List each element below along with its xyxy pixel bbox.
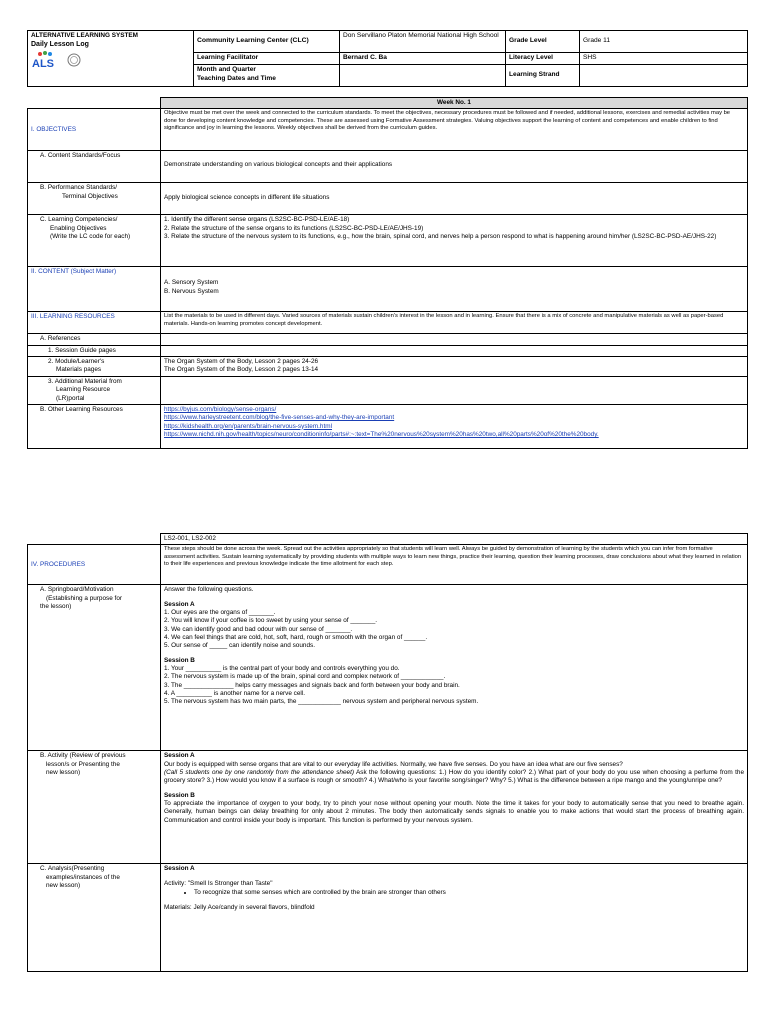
- grade-label: Grade Level: [506, 31, 580, 53]
- als-logo-icon: [31, 51, 61, 69]
- dates-label: Teaching Dates and Time: [197, 74, 276, 82]
- activity-label-line3: new lesson): [46, 768, 81, 776]
- codes-blank: [28, 534, 161, 545]
- session-guide-label: 1. Session Guide pages: [28, 345, 161, 356]
- springboard-label-line1: A. Springboard/Motivation: [40, 586, 114, 594]
- analysis-activity-title: Activity: "Smell Is Stronger than Taste": [164, 879, 273, 887]
- references-label: A. References: [28, 334, 161, 345]
- module-text: [161, 356, 748, 376]
- objectives-table: [27, 97, 748, 449]
- header-table: [27, 30, 748, 87]
- header-school-block: [28, 31, 194, 87]
- link-byjus[interactable]: https://byjus.com/biology/sense-organs/: [164, 405, 277, 413]
- activity-label: [28, 751, 161, 864]
- objectives-text: Objective must be met over the week and connected to the curriculum standards. To meet the objectives, necessary procedures must be followed and if needed, additional lessons, exercises and remedial activities may be done for developing content knowledge and competencies. These are assessed using Formative Assessment strategies. Valuing objectives support the learning of content and competences and enable children to find significance and joy in learning the lessons. Weekly objectives shall be derived from the curriculum guides.: [161, 109, 748, 151]
- session-guide-blank: [161, 345, 748, 356]
- additional-label-line2: Learning Resource: [56, 386, 110, 394]
- activity-session-b-heading: Session B: [164, 791, 195, 799]
- references-blank: [161, 334, 748, 345]
- session-b-q2: 2. The nervous system is made up of the brain, spinal cord and complex network of ____________.: [164, 673, 446, 681]
- competencies-text: [161, 215, 748, 267]
- performance-label-line1: B. Performance Standards/: [40, 184, 118, 192]
- content-nervous: B. Nervous System: [164, 287, 219, 295]
- module-item-2: The Organ System of the Body, Lesson 2 pages 13-14: [164, 366, 319, 374]
- content-sensory: A. Sensory System: [164, 279, 219, 287]
- session-a-q1: 1. Our eyes are the organs of _______.: [164, 608, 276, 616]
- analysis-label-line2: examples/instances of the: [46, 873, 120, 881]
- activity-questions: Ask the following questions: 1.) How do you identify color? 2.) What part of your body do you use when choosing a perfume from the grocery store? 3.) How would you know if a surface is rough or smooth? 4.) What/who is your favorite song/singer? Why? 5.) What is the difference between a ripe mango and the young/unripe one?: [164, 768, 745, 785]
- session-a-q4: 4. We can feel things that are cold, hot, soft, hard, rough or smooth with the organ of ______.: [164, 633, 428, 641]
- performance-standards-label: [28, 183, 161, 215]
- content-text: [161, 267, 748, 312]
- module-label-line1: 2. Module/Learner's: [48, 357, 105, 365]
- springboard-label-line3: the lesson): [40, 602, 72, 610]
- month-dates-value: [340, 65, 506, 87]
- activity-label-line1: B. Activity (Review of previous: [40, 752, 126, 760]
- analysis-label-line1: C. Analysis(Presenting: [40, 865, 105, 873]
- activity-content: [161, 751, 748, 864]
- session-a-q3: 3. We can identify good and bad odour with our sense of _______.: [164, 625, 353, 633]
- additional-material-blank: [161, 376, 748, 404]
- activity-label-line2: lesson/s or Presenting the: [46, 760, 120, 768]
- clc-value: Don Servillano Platon Memorial National High School: [340, 31, 506, 53]
- competencies-label-line1: C. Learning Competencies/: [40, 216, 118, 224]
- other-resources-links: [161, 404, 748, 448]
- literacy-value: SHS: [580, 53, 748, 65]
- facilitator-label: Learning Facilitator: [194, 53, 340, 65]
- springboard-label: [28, 585, 161, 751]
- link-nichd[interactable]: https://www.nichd.nih.gov/health/topics/neuro/conditioninfo/parts#:~:text=The%20nervous%20system%20has%20two,all%20parts%20of%20the%20body.: [164, 430, 599, 438]
- session-a-q2: 2. You will know if your coffee is too sweet by using your sense of _______.: [164, 617, 378, 625]
- grade-value: Grade 11: [580, 31, 748, 53]
- module-item-1: The Organ System of the Body, Lesson 2 pages 24-26: [164, 357, 319, 365]
- session-a-q5: 5. Our sense of _____ can identify noise and sounds.: [164, 642, 315, 650]
- link-harleystreet[interactable]: https://www.harleystreetent.com/blog/the-five-senses-and-why-they-are-important: [164, 414, 395, 422]
- activity-session-a-heading: Session A: [164, 752, 195, 760]
- literacy-label: Literacy Level: [506, 53, 580, 65]
- activity-session-a-text: Our body is equipped with sense organs that are vital to our everyday life activities. Normally, we have five senses. Do you have an idea what are our five senses?: [164, 760, 623, 768]
- logo-text: ALS: [32, 58, 54, 70]
- activity-session-b-text: To appreciate the importance of oxygen to your body, try to pinch your nose without opening your mouth. Note the time it takes for your body to automatically sense that you need to breathe again. Generally, human beings can delay breathing for only about 2 minutes. The body then automatically sends signals to enable you to make actions that would start the process of breathing again. Communication and control inside your body is important. This function is performed by your nervous system.: [164, 799, 744, 824]
- session-a-heading: Session A: [164, 600, 195, 608]
- competencies-label: [28, 215, 161, 267]
- week-label: Week No. 1: [161, 98, 748, 109]
- analysis-content: [161, 864, 748, 972]
- month-dates-label: [194, 65, 340, 87]
- activity-call-note: (Call 5 students one by one randomly from the attendance sheet): [164, 768, 354, 776]
- objectives-label: I. OBJECTIVES: [28, 109, 161, 151]
- competencies-label-line3: (Write the LC code for each): [50, 232, 131, 240]
- additional-material-label: [28, 376, 161, 404]
- additional-label-line3: (LR)portal: [56, 394, 85, 402]
- session-b-q5: 5. The nervous system has two main parts, the ____________ nervous system and peripheral nervous system.: [164, 698, 479, 706]
- lc-codes: LS2-001, LS2-002: [161, 534, 748, 545]
- springboard-content: [161, 585, 748, 751]
- month-label: Month and Quarter: [197, 66, 256, 73]
- analysis-session-a-heading: Session A: [164, 865, 195, 873]
- other-resources-label: B. Other Learning Resources: [28, 404, 161, 448]
- springboard-label-line2: (Establishing a purpose for: [46, 594, 123, 602]
- analysis-label: [28, 864, 161, 972]
- springboard-intro: Answer the following questions.: [164, 586, 254, 594]
- session-b-q3: 3. The ______________ helps carry messages and signals back and forth between your body and brain.: [164, 681, 460, 689]
- session-b-q1: 1. Your __________ is the central part of your body and controls everything you do.: [164, 664, 400, 672]
- analysis-bullet-item: • To recognize that some senses which are controlled by the brain are stronger than others: [194, 889, 744, 897]
- procedures-table: [27, 533, 748, 972]
- competency-2: 2. Relate the structure of the sense organs to its functions (LS2SC-BC-PSD-LE/AE/JHS-19): [164, 224, 424, 232]
- facilitator-value: Bernard C. Ba: [340, 53, 506, 65]
- procedures-text: These steps should be done across the week. Spread out the activities appropriately so that students will learn well. Always be guided by demonstration of learning by the students which you can infer from formative assessment activities. Sustain learning systematically by providing students with multiple ways to learn new things, practice their learning, question their learning processes, draw conclusions about what they learned in relation to their life experiences and previous knowledge indicate the time allotment for each step.: [161, 545, 748, 585]
- competencies-label-line2: Enabling Objectives: [50, 224, 107, 232]
- strand-value: [580, 65, 748, 87]
- performance-standards-text: Apply biological science concepts in different life situations: [161, 183, 748, 215]
- analysis-materials: Materials: Jelly Ace/candy in several flavors, blindfold: [164, 904, 315, 912]
- link-kidshealth[interactable]: https://kidshealth.org/en/parents/brain-nervous-system.html: [164, 422, 333, 430]
- analysis-label-line3: new lesson): [46, 881, 81, 889]
- module-label: [28, 356, 161, 376]
- week-blank: [28, 98, 161, 109]
- competency-3: 3. Relate the structure of the nervous system to its functions, e.g., how the brain, spinal cord, and nerves help a person respond to what is happening around him/her (LS2SC-BC-PSD-AE/JHS-22): [164, 232, 717, 240]
- content-standards-text: Demonstrate understanding on various biological concepts and their applications: [161, 151, 748, 183]
- activity-session-a-questions: [164, 769, 744, 786]
- content-label: II. CONTENT (Subject Matter): [28, 267, 161, 312]
- analysis-bullets: [194, 889, 744, 897]
- module-label-line2: Materials pages: [56, 366, 102, 374]
- procedures-label: IV. PROCEDURES: [28, 545, 161, 585]
- resources-text: List the materials to be used in different days. Varied sources of materials sustain children's interest in the lesson and in learning. Ensure that there is a mix of concrete and manipulative materials as well as paper-based materials. Hands-on learning promotes concept development.: [161, 312, 748, 334]
- clc-label: Community Learning Center (CLC): [194, 31, 340, 53]
- logo-group: [31, 51, 81, 69]
- content-standards-label: A. Content Standards/Focus: [28, 151, 161, 183]
- strand-label: Learning Strand: [506, 65, 580, 87]
- competency-1: 1. Identify the different sense organs (LS2SC-BC-PSD-LE/AE-18): [164, 216, 350, 224]
- session-b-q4: 4. A __________ is another name for a nerve cell.: [164, 689, 306, 697]
- dll-label: Daily Lesson Log: [31, 41, 89, 49]
- performance-label-line2: Terminal Objectives: [62, 192, 118, 200]
- system-label: ALTERNATIVE LEARNING SYSTEM: [31, 32, 138, 39]
- additional-label-line1: 3. Additional Material from: [48, 377, 122, 385]
- deped-seal-icon: [67, 53, 81, 67]
- resources-label: III. LEARNING RESOURCES: [28, 312, 161, 334]
- session-b-heading: Session B: [164, 656, 195, 664]
